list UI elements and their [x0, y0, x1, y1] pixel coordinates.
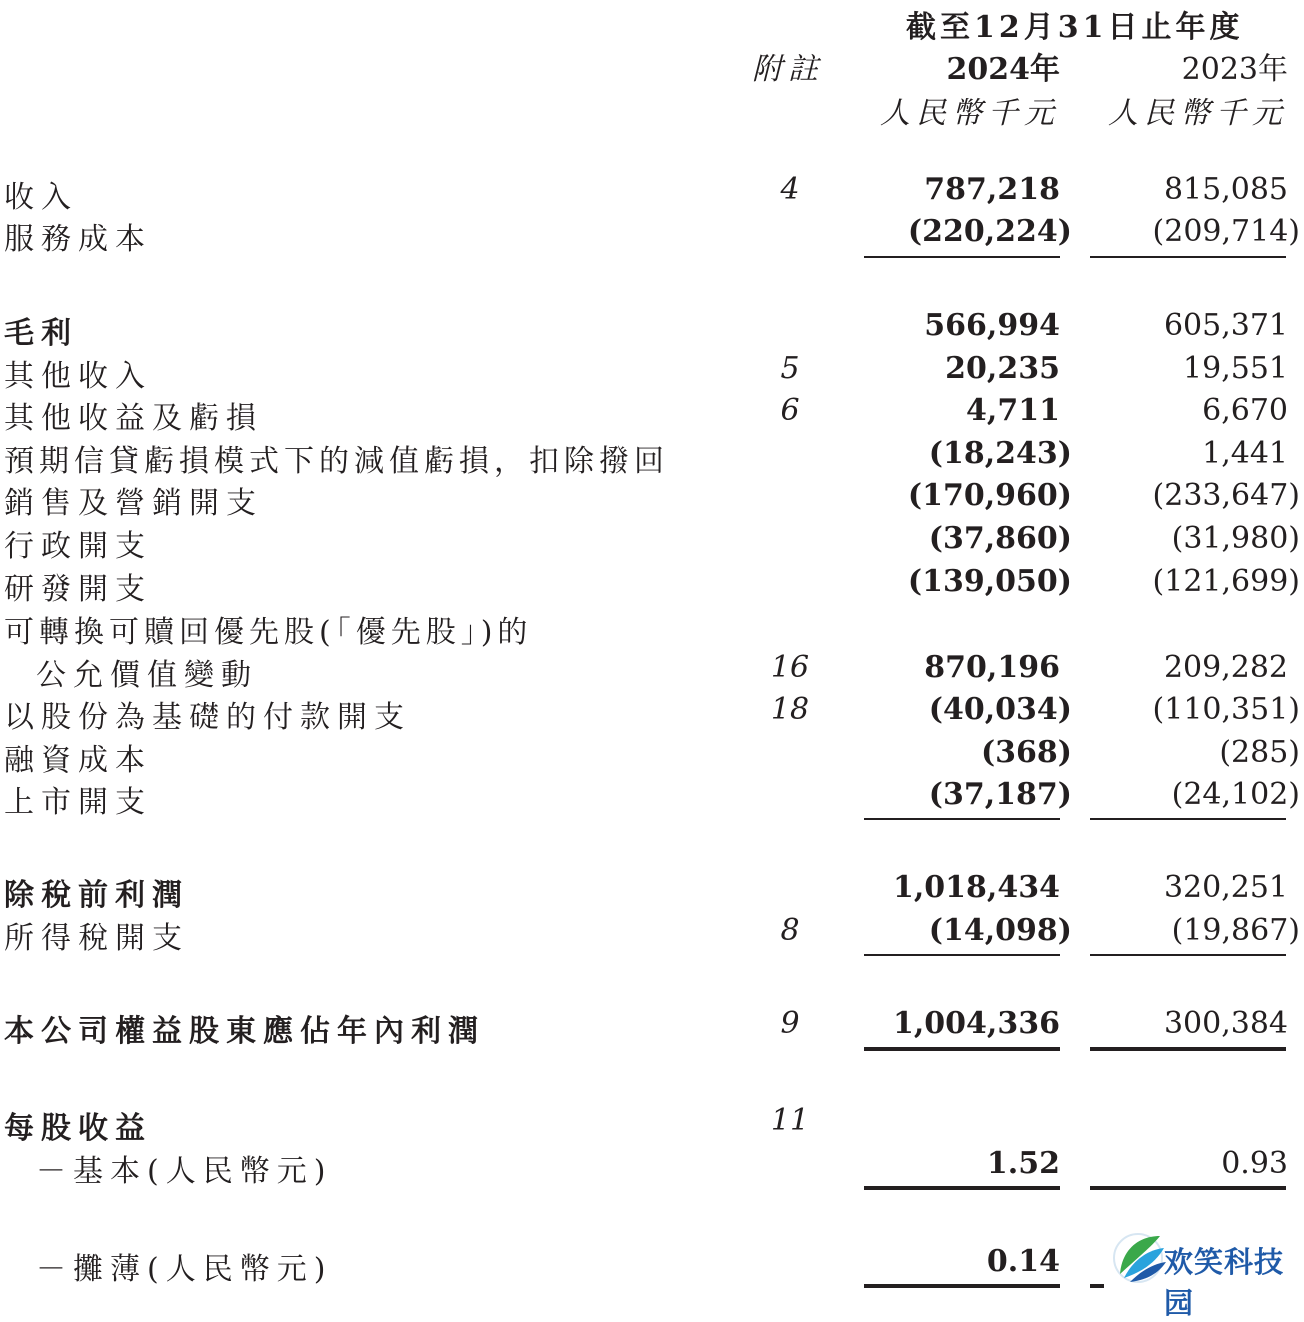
row-current-eps-diluted: 0.14: [986, 1244, 1060, 1279]
watermark-text: 欢笑科技园: [1164, 1245, 1285, 1320]
row-prior-selling-expenses: (233,647): [1152, 478, 1300, 513]
row-prior-impairment-losses: 1,441: [1202, 436, 1288, 471]
row-note-eps: 11: [770, 1103, 810, 1138]
row-prior-share-based-payment: (110,351): [1152, 692, 1300, 727]
total-rule-current: [864, 1186, 1060, 1190]
row-label-fair-value-change: 公允價值變動: [36, 658, 258, 693]
row-label-eps: 每股收益: [4, 1111, 152, 1146]
unit-prior-header: 人民幣千元: [1108, 96, 1288, 131]
row-label-other-gains-losses: 其他收益及虧損: [4, 401, 263, 436]
row-current-revenue: 787,218: [924, 172, 1060, 207]
row-current-share-based-payment: (40,034): [928, 692, 1072, 727]
subtotal-rule-prior: [1090, 954, 1286, 956]
year-prior-header: 2023年: [1181, 52, 1288, 87]
row-note-share-based-payment: 18: [770, 692, 810, 727]
row-note-income-tax: 8: [780, 913, 800, 948]
row-label-profit-before-tax: 除稅前利潤: [4, 878, 189, 913]
row-current-impairment-losses: (18,243): [928, 436, 1072, 471]
row-label-income-tax: 所得稅開支: [4, 921, 189, 956]
subtotal-rule-current: [864, 256, 1060, 258]
row-prior-finance-costs: (285): [1219, 735, 1300, 770]
row-current-profit-before-tax: 1,018,434: [892, 870, 1060, 905]
total-rule-prior: [1090, 1186, 1286, 1190]
total-rule-prior: [1090, 1047, 1286, 1051]
year-current-header: 2024年: [946, 52, 1060, 87]
row-label-eps-basic: －基本(人民幣元): [36, 1154, 333, 1189]
row-label-listing-expenses: 上市開支: [4, 785, 152, 820]
row-label-finance-costs: 融資成本: [4, 743, 152, 778]
row-label-eps-diluted: －攤薄(人民幣元): [36, 1252, 333, 1287]
total-rule-current: [864, 1284, 1060, 1288]
subtotal-rule-current: [864, 954, 1060, 956]
row-label-preferred-shares: 可轉換可贖回優先股(「優先股」)的: [4, 615, 533, 650]
row-current-other-gains-losses: 4,711: [966, 393, 1060, 428]
row-current-listing-expenses: (37,187): [928, 777, 1072, 812]
row-note-revenue: 4: [780, 172, 800, 207]
period-header: 截至12月31日止年度: [906, 10, 1244, 45]
row-prior-profit-for-year: 300,384: [1163, 1006, 1288, 1041]
subtotal-rule-prior: [1090, 256, 1286, 258]
row-label-gross-profit: 毛利: [4, 316, 78, 351]
row-current-other-income: 20,235: [945, 351, 1060, 386]
row-prior-eps-basic: 0.93: [1221, 1146, 1288, 1181]
row-label-selling-expenses: 銷售及營銷開支: [4, 486, 263, 521]
row-prior-listing-expenses: (24,102): [1171, 777, 1300, 812]
row-label-share-based-payment: 以股份為基礎的付款開支: [4, 700, 411, 735]
row-note-fair-value-change: 16: [770, 650, 810, 685]
row-prior-fair-value-change: 209,282: [1163, 650, 1288, 685]
row-label-revenue: 收入: [4, 180, 78, 215]
row-prior-admin-expenses: (31,980): [1171, 521, 1300, 556]
row-current-selling-expenses: (170,960): [907, 478, 1072, 513]
row-prior-profit-before-tax: 320,251: [1163, 870, 1288, 905]
row-label-admin-expenses: 行政開支: [4, 529, 152, 564]
watermark-logo: [1112, 1224, 1302, 1320]
row-label-rnd-expenses: 研發開支: [4, 572, 152, 607]
row-label-cost-of-services: 服務成本: [4, 222, 152, 257]
row-current-fair-value-change: 870,196: [924, 650, 1060, 685]
row-note-other-gains-losses: 6: [780, 393, 800, 428]
total-rule-current: [864, 1047, 1060, 1051]
row-label-profit-for-year: 本公司權益股東應佔年內利潤: [4, 1014, 485, 1049]
row-current-cost-of-services: (220,224): [907, 214, 1072, 249]
row-note-other-income: 5: [780, 351, 800, 386]
row-prior-other-income: 19,551: [1183, 351, 1288, 386]
row-prior-rnd-expenses: (121,699): [1152, 564, 1300, 599]
row-current-income-tax: (14,098): [928, 913, 1072, 948]
note-column-header: 附註: [752, 52, 824, 87]
row-current-profit-for-year: 1,004,336: [892, 1006, 1060, 1041]
subtotal-rule-prior: [1090, 818, 1286, 820]
row-current-eps-basic: 1.52: [986, 1146, 1060, 1181]
row-current-admin-expenses: (37,860): [928, 521, 1072, 556]
row-prior-other-gains-losses: 6,670: [1202, 393, 1288, 428]
row-current-gross-profit: 566,994: [924, 308, 1060, 343]
row-prior-revenue: 815,085: [1163, 172, 1288, 207]
row-current-finance-costs: (368): [980, 735, 1072, 770]
row-label-impairment-losses: 預期信貸虧損模式下的減值虧損，扣除撥回: [4, 444, 669, 479]
row-current-rnd-expenses: (139,050): [907, 564, 1072, 599]
row-prior-income-tax: (19,867): [1171, 913, 1300, 948]
row-prior-cost-of-services: (209,714): [1152, 214, 1300, 249]
row-label-other-income: 其他收入: [4, 359, 152, 394]
row-prior-gross-profit: 605,371: [1163, 308, 1288, 343]
subtotal-rule-current: [864, 818, 1060, 820]
leaf-logo-icon: [1112, 1228, 1170, 1288]
row-note-profit-for-year: 9: [780, 1006, 800, 1041]
total-rule-prior: [1090, 1284, 1104, 1288]
unit-current-header: 人民幣千元: [880, 96, 1060, 131]
